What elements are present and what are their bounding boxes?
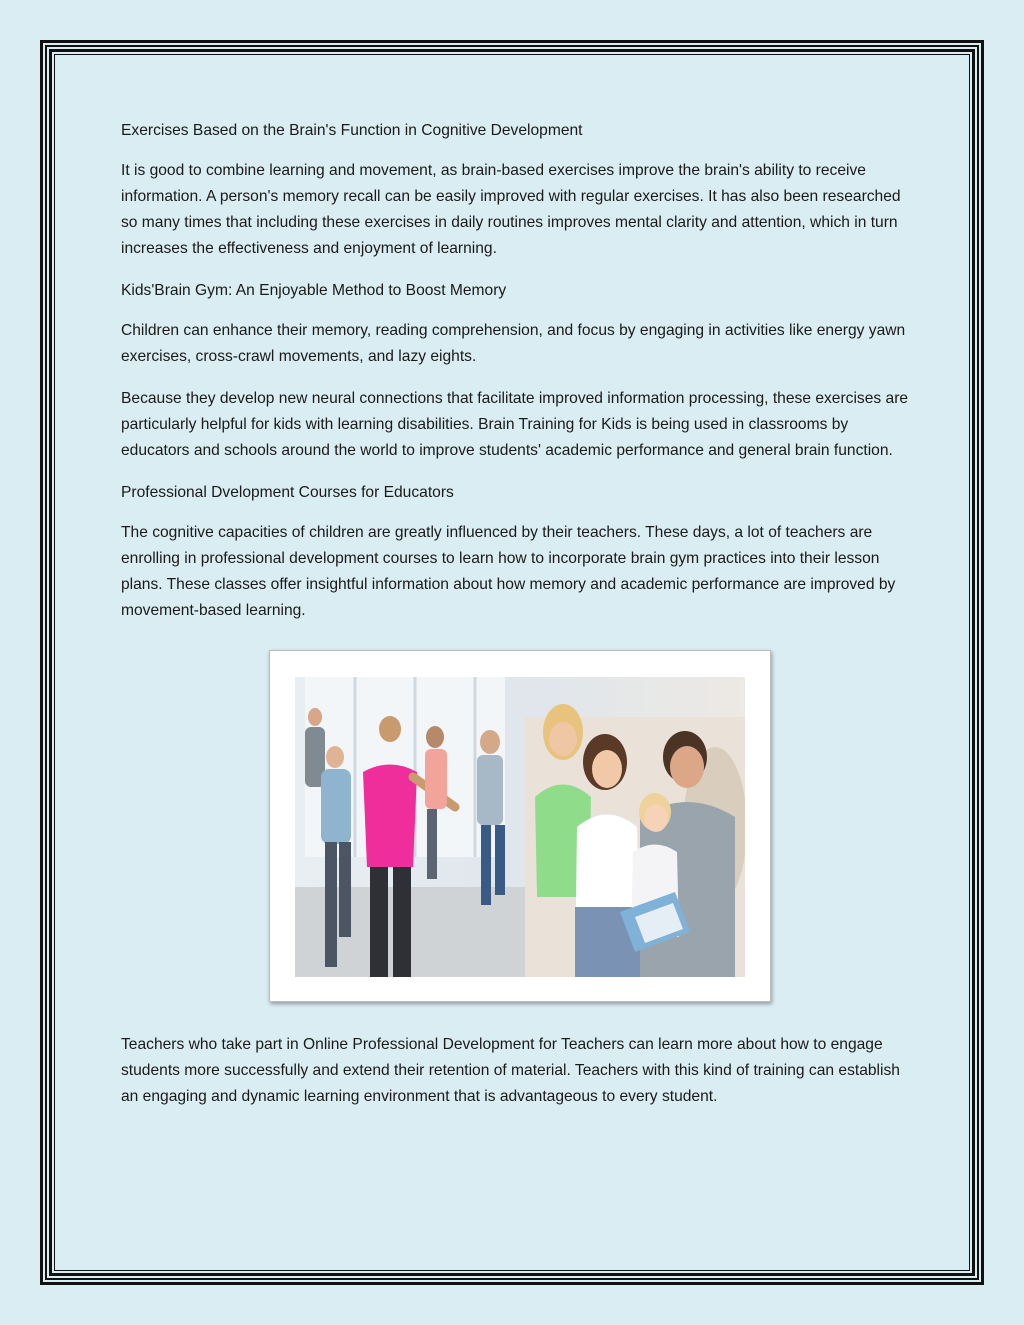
section-heading-brain-gym: Kids'Brain Gym: An Enjoyable Method to Boost Memory <box>121 282 507 299</box>
document-body <box>121 118 911 1126</box>
paragraph-children-activities: Children can enhance their memory, reading comprehension, and focus by engaging in activities like energy yawn exercises, cross-crawl movements, and lazy eights. <box>121 322 906 365</box>
photo-frame <box>269 650 771 1002</box>
paragraph-teachers-influence: The cognitive capacities of children are greatly influenced by their teachers. These days, a lot of teachers are enrolling in professional development courses to learn how to incorporate brain gym practices into their lesson plans. These classes offer insightful information about how memory and academic performance are improved by movement-based learning. <box>121 524 896 619</box>
paragraph-neural-connections: Because they develop new neural connections that facilitate improved information processing, these exercises are particularly helpful for kids with learning disabilities. Brain Training for Kids is being used in classrooms by educators and schools around the world to improve students' academic performance and general brain function. <box>121 390 909 459</box>
section-heading-brain-function: Exercises Based on the Brain's Function in Cognitive Development <box>121 122 583 139</box>
paragraph-brain-exercises: It is good to combine learning and movement, as brain-based exercises improve the brain's ability to receive information. A person's memory recall can be easily improved with regular exercises. It has also been researched so many times that including these exercises in daily routines improves mental clarity and attention, which in turn increases the effectiveness and enjoyment of learning. <box>121 162 901 257</box>
section-heading-professional-development: Professional Dvelopment Courses for Educators <box>121 484 454 501</box>
paragraph-online-development: Teachers who take part in Online Professional Development for Teachers can learn more about how to engage students more successfully and extend their retention of material. Teachers with this kind of training can establish an engaging and dynamic learning environment that is advantageous to every student. <box>121 1036 900 1105</box>
family-fitness-photo <box>295 677 745 977</box>
